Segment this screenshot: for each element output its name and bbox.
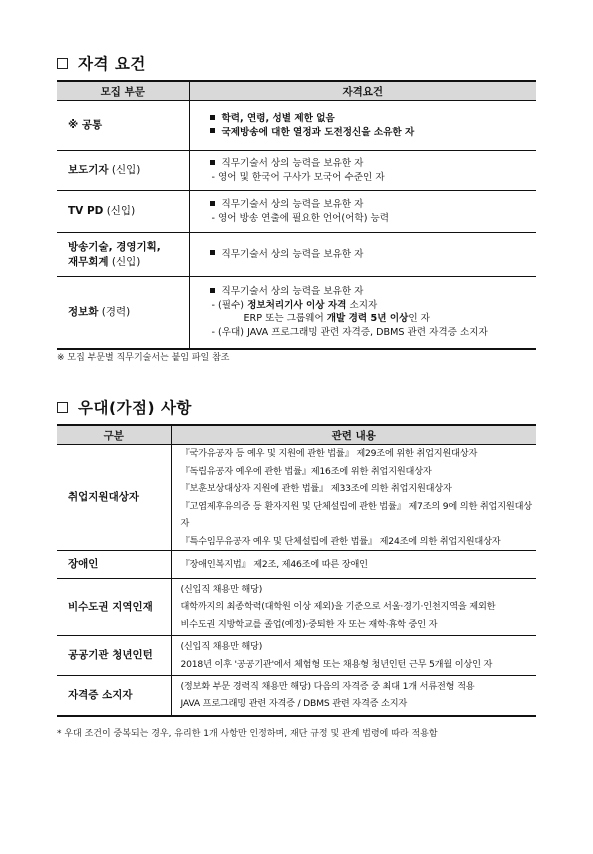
row-category: TV PD (신입) bbox=[57, 191, 189, 233]
qualifications-table bbox=[57, 80, 536, 350]
square-bullet-icon bbox=[210, 201, 215, 206]
row-details: (정보화 부문 경력직 채용만 해당) 다음의 자격증 중 최대 1개 서류전형 적용 JAVA 프로그래밍 관련 자격증 / DBMS 관련 자격증 소지자 bbox=[171, 676, 536, 716]
row-requirements: 직무기술서 상의 능력을 보유한 자 - (필수) 정보처리기사 이상 자격 소지자 ERP 또는 그룹웨어 개발 경력 5년 이상인 자 - (우대) JAVA 프로그래밍 관련 자격증, DBMS 관련 자격증 소지자 bbox=[189, 277, 536, 349]
header-recruit-field: 모집 부문 bbox=[57, 81, 189, 101]
row-category: 자격증 소지자 bbox=[57, 676, 171, 716]
square-bullet-icon bbox=[210, 128, 215, 133]
table-row bbox=[57, 151, 536, 191]
table-row bbox=[57, 636, 536, 676]
row-requirements: 직무기술서 상의 능력을 보유한 자 bbox=[189, 233, 536, 277]
table-row bbox=[57, 277, 536, 349]
header-requirements: 자격요건 bbox=[189, 81, 536, 101]
row-details: (신입직 채용만 해당) 2018년 이후 '공공기관'에서 체험형 또는 채용형 청년인턴 근무 5개월 이상인 자 bbox=[171, 636, 536, 676]
row-category: ※ 공통 bbox=[57, 101, 189, 151]
preferences-table bbox=[57, 424, 536, 717]
table-row bbox=[57, 101, 536, 151]
section-title-text: 자격 요건 bbox=[78, 55, 146, 73]
square-bullet-icon bbox=[210, 250, 215, 255]
row-category: 비수도권 지역인재 bbox=[57, 579, 171, 636]
row-category: 취업지원대상자 bbox=[57, 445, 171, 551]
table-row bbox=[57, 445, 536, 551]
row-category: 장애인 bbox=[57, 551, 171, 579]
row-details: 『장애인복지법』 제2조, 제46조에 따른 장애인 bbox=[171, 551, 536, 579]
table-row bbox=[57, 676, 536, 716]
job-description-note: ※ 모집 부문별 직무기술서는 붙임 파일 참조 bbox=[57, 353, 230, 363]
square-bullet-icon bbox=[210, 288, 215, 293]
table-row bbox=[57, 191, 536, 233]
table-header-row bbox=[57, 81, 536, 101]
section-title-qualifications bbox=[57, 52, 146, 74]
square-bullet-icon bbox=[210, 115, 215, 120]
section-title-text: 우대(가점) 사항 bbox=[78, 399, 192, 417]
section-title-preferences bbox=[57, 396, 192, 418]
row-details: (신입직 채용만 해당) 대학까지의 최종학력(대학원 이상 제외)을 기준으로 서울·경기·인천지역을 제외한 비수도권 지방학교를 졸업(예정)·중퇴한 자 또는 재학·휴학 중인 자 bbox=[171, 579, 536, 636]
table-row bbox=[57, 579, 536, 636]
header-category: 구분 bbox=[57, 425, 171, 445]
row-requirements: 직무기술서 상의 능력을 보유한 자 - 영어 방송 연출에 필요한 언어(어학) 능력 bbox=[189, 191, 536, 233]
checkbox-square-icon bbox=[57, 58, 68, 69]
row-details: 『국가유공자 등 예우 및 지원에 관한 법률』 제29조에 위한 취업지원대상자 『독립유공자 예우에 관한 법률』제16조에 위한 취업지원대상자 『보훈보상대상자 지원에 관한 법률』 제33조에 의한 취업지원대상자 『고엽제후유의증 등 환자지원 및 단체설립에 관한 법률』 제7조의 9에 의한 취업지원대상자 『특수임무유공자 예우 및 단체설립에 관한 법률』 제24조에 의한 취업지원대상자 bbox=[171, 445, 536, 551]
row-category: 공공기관 청년인턴 bbox=[57, 636, 171, 676]
header-details: 관련 내용 bbox=[171, 425, 536, 445]
row-category: 보도기자 (신입) bbox=[57, 151, 189, 191]
row-category: 방송기술, 경영기획, 재무회계 (신입) bbox=[57, 233, 189, 277]
checkbox-square-icon bbox=[57, 402, 68, 413]
preference-note: * 우대 조건이 중복되는 경우, 유리한 1개 사항만 인정하며, 재단 규정 및 관계 법령에 따라 적용함 bbox=[57, 729, 438, 739]
table-row bbox=[57, 233, 536, 277]
table-row bbox=[57, 551, 536, 579]
square-bullet-icon bbox=[210, 160, 215, 165]
row-requirements: 직무기술서 상의 능력을 보유한 자 - 영어 및 한국어 구사가 모국어 수준인 자 bbox=[189, 151, 536, 191]
table-header-row bbox=[57, 425, 536, 445]
row-requirements: 학력, 연령, 성별 제한 없음 국제방송에 대한 열정과 도전정신을 소유한 자 bbox=[189, 101, 536, 151]
row-category: 정보화 (경력) bbox=[57, 277, 189, 349]
